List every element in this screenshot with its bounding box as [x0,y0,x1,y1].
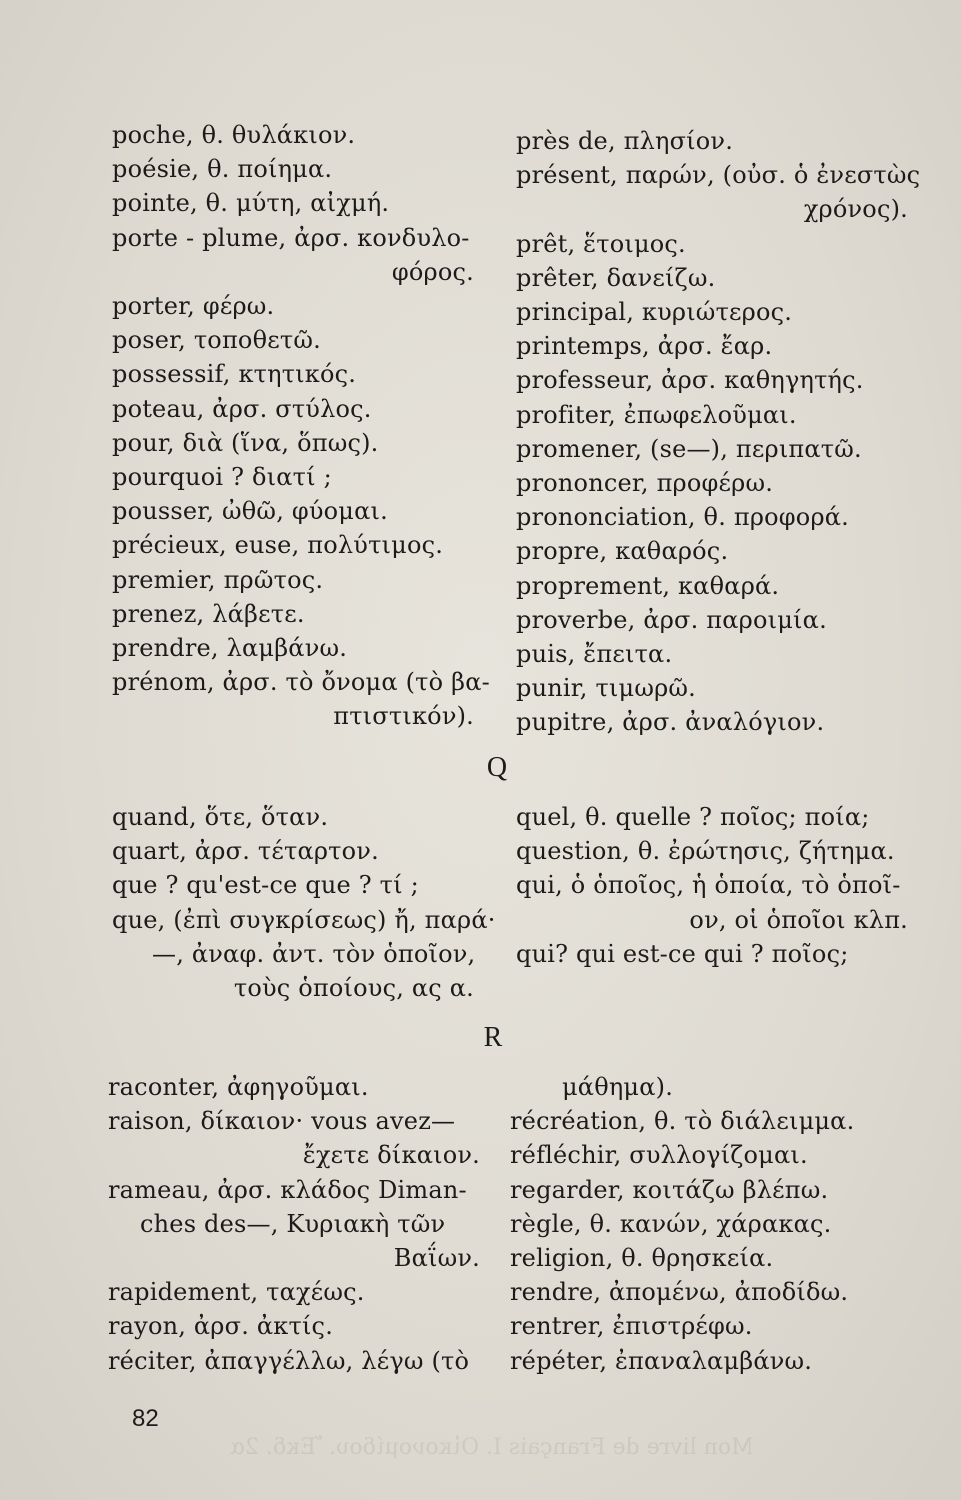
entry-question: question, θ. ἐρώτησις, ζήτημα. [516,837,895,866]
entry-punir: punir, τιμωρῶ. [516,674,697,703]
entry-professeur: professeur, ἀρσ. καθηγητής. [516,366,864,395]
entry-porter: porter, φέρω. [112,292,275,321]
entry-poche: poche, θ. θυλάκιον. [112,121,356,149]
left-column-p [112,118,490,734]
entry-que-question: que ? qu'est-ce que ? τί ; [112,871,419,900]
entry-rameau: rameau, ἀρσ. κλάδος Diman- [108,1175,467,1204]
entry-rentrer: rentrer, ἐπιστρέφω. [510,1312,753,1341]
left-column-r [108,1070,488,1378]
entry-prononciation: prononciation, θ. προφορά. [516,503,849,532]
entry-continuation: χρόνος). [803,195,908,224]
entry-raconter: raconter, ἀφηγοῦμαι. [108,1073,369,1101]
entry-pousser: pousser, ὠθῶ, φύομαι. [112,497,388,526]
entry-profiter: profiter, ἐπωφελοῦμαι. [516,400,797,429]
entry-proprement: proprement, καθαρά. [516,571,780,600]
entry-pourquoi: pourquoi ? διατί ; [112,463,332,492]
entry-rayon: rayon, ἀρσ. ἀκτίς. [108,1312,334,1341]
entry-possessif: possessif, κτητικός. [112,360,357,389]
entry-religion: religion, θ. θρησκεία. [510,1244,774,1273]
entry-continuation: ον, οἱ ὁποῖοι κλπ. [689,905,908,934]
entry-principal: principal, κυριώτερος. [516,298,793,327]
entry-reflechir: réfléchir, συλλογίζομαι. [510,1141,808,1170]
entry-prenez: prenez, λάβετε. [112,599,305,628]
entry-pret: prêt, ἕτοιμος. [516,229,686,258]
entry-continuation: ἔχετε δίκαιον. [302,1141,480,1170]
entry-continuation: Βαΐων. [393,1244,480,1273]
entry-qui: qui, ὁ ὁποῖος, ἡ ὁποία, τὸ ὁποῖ- [516,871,901,900]
entry-pointe: pointe, θ. μύτη, αἰχμή. [112,189,390,218]
entry-premier: premier, πρῶτος. [112,565,324,594]
entry-regarder: regarder, κοιτάζω βλέπω. [510,1175,829,1204]
entry-rapidement: rapidement, ταχέως. [108,1278,365,1307]
page-number: 82 [132,1405,159,1432]
entry-pupitre: pupitre, ἀρσ. ἀναλόγιον. [516,708,825,737]
entry-quart: quart, ἀρσ. τέταρτον. [112,837,379,866]
entry-promener: promener, (se—), περιπατῶ. [516,434,862,463]
entry-quand: quand, ὅτε, ὅταν. [112,803,329,831]
entry-que-relative: —, ἀναφ. ἀντ. τὸν ὁποῖον, [152,939,476,968]
section-letter-q: Q [486,752,508,783]
entry-que-comparison: que, (ἐπὶ συγκρίσεως) ἤ, παρά· [112,905,496,934]
entry-pour: pour, διὰ (ἵνα, ὅπως). [112,428,379,457]
entry-continuation: φόρος. [391,257,474,286]
entry-poteau: poteau, ἀρσ. στύλος. [112,394,372,423]
entry-poesie: poésie, θ. ποίημα. [112,155,333,184]
entry-quel: quel, θ. quelle ? ποῖος; ποία; [516,803,870,831]
entry-prendre: prendre, λαμβάνω. [112,634,348,663]
entry-prononcer: prononcer, προφέρω. [516,469,774,498]
right-column-q [516,800,916,971]
entry-puis: puis, ἔπειτα. [516,640,673,669]
entry-preter: prêter, δανείζω. [516,263,716,292]
entry-prenom: prénom, ἀρσ. τὸ ὄνομα (τὸ βα- [112,668,490,697]
entry-present: présent, παρών, (οὐσ. ὁ ἐνεστὼς [516,161,921,190]
entry-rendre: rendre, ἀπομένω, ἀποδίδω. [510,1278,849,1307]
right-column-p [516,124,921,740]
right-column-r [510,1070,910,1378]
entry-poser: poser, τοποθετῶ. [112,326,321,355]
entry-repeter: répéter, ἐπαναλαμβάνω. [510,1346,813,1375]
entry-continuation: πτιστικόν). [333,702,474,731]
entry-recreation: récréation, θ. τὸ διάλειμμα. [510,1107,855,1136]
left-column-q [112,800,496,1005]
entry-printemps: printemps, ἀρσ. ἔαρ. [516,332,773,361]
entry-qui-est-ce-qui: qui? qui est-ce qui ? ποῖος; [516,939,849,968]
section-letter-r: R [483,1022,503,1053]
entry-propre: propre, καθαρός. [516,537,729,566]
footer-bleed-through: Mon livre de Français I. Οἰκονομίδου. Ἔκδ. 2α [230,1435,754,1460]
entry-porte-plume: porte - plume, ἀρσ. κονδυλο- [112,223,470,252]
entry-regle: règle, θ. κανών, χάρακας. [510,1209,832,1238]
entry-continuation: μάθημα). [562,1073,674,1101]
entry-proverbe: proverbe, ἀρσ. παροιμία. [516,605,827,634]
entry-reciter: réciter, ἀπαγγέλλω, λέγω (τὸ [108,1346,470,1375]
entry-precieux: précieux, euse, πολύτιμος. [112,531,444,560]
entry-rameau-cont: ches des—, Κυριακὴ τῶν [140,1209,446,1238]
entry-pres-de: près de, πλησίον. [516,127,734,155]
entry-raison: raison, δίκαιον· vous avez— [108,1107,456,1136]
entry-continuation: τοὺς ὁποίους, ας α. [233,974,474,1003]
